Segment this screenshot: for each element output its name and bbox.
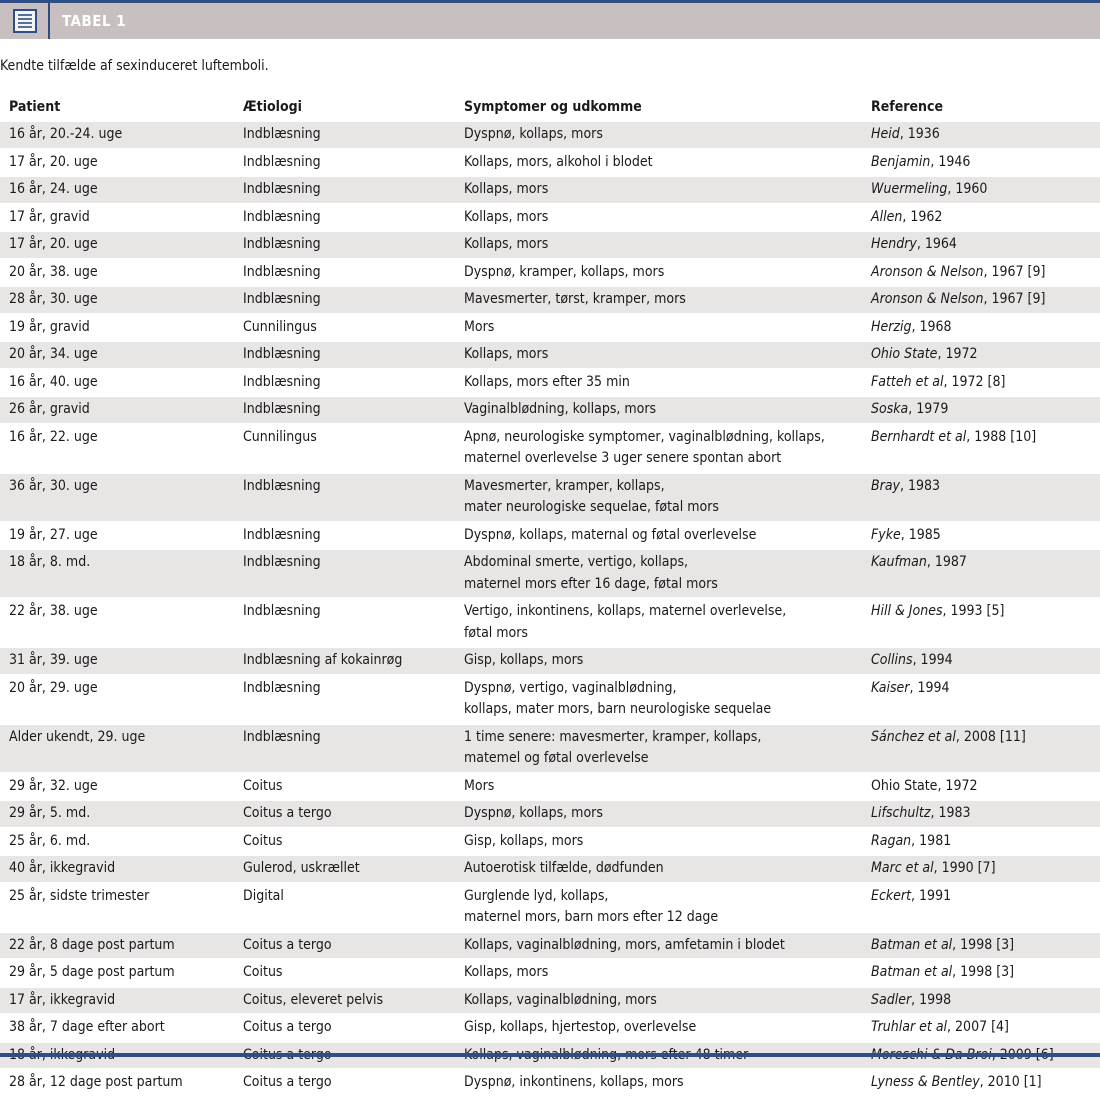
reference-cell — [862, 1014, 1100, 1042]
patient-cell: 28 år, 12 dage post partum — [9, 1074, 183, 1090]
reference-year: , 1936 — [899, 126, 940, 142]
etiology-cell: Digital — [243, 887, 284, 904]
etiology-cell: Cunnilingus — [243, 318, 317, 335]
symptoms-cell: Dyspnø, kollaps, maternal og føtal overlevelse — [464, 526, 757, 543]
reference-year: , 1967 [9] — [983, 263, 1046, 280]
table-row — [0, 231, 1100, 259]
symptoms-cell: 1 time senere: mavesmerter, kramper, kollaps, matemel og føtal overlevelse — [455, 724, 862, 773]
reference-year: , 1960 — [947, 181, 988, 197]
reference-author: Kaiser — [871, 679, 910, 696]
patient-cell: 17 år, ikkegravid — [0, 987, 234, 1015]
patient-cell: 36 år, 30. uge — [0, 473, 234, 522]
reference-cell — [862, 424, 1100, 473]
patient-cell: 25 år, 6. md. — [9, 832, 91, 849]
reference-cell — [862, 647, 1100, 675]
column-header: Reference — [871, 99, 944, 115]
patient-cell: 29 år, 5. md. — [0, 800, 234, 828]
table-row — [0, 828, 1100, 856]
patient-cell: 22 år, 38. uge — [9, 603, 98, 619]
etiology-cell: Indblæsning — [243, 263, 321, 280]
patient-cell: Alder ukendt, 29. uge — [0, 724, 234, 773]
reference-cell — [862, 959, 1100, 987]
reference-author: Sánchez et al — [871, 728, 956, 745]
table-row — [0, 959, 1100, 987]
table-row — [0, 675, 1100, 724]
reference-cell — [862, 598, 1100, 647]
data-table — [0, 94, 1100, 1098]
symptoms-cell: Vaginalblødning, kollaps, mors — [455, 396, 862, 424]
reference-author: Lyness & Bentley — [871, 1074, 980, 1090]
etiology-cell: Coitus — [243, 832, 283, 849]
reference-author: Soska — [871, 401, 909, 417]
reference-year: , 2008 [11] — [955, 728, 1026, 745]
reference-author: Fyke — [871, 526, 901, 543]
patient-cell: 17 år, 20. uge — [0, 231, 234, 259]
symptoms-cell: Abdominal smerte, vertigo, kollaps, maternel mors efter 16 dage, føtal mors — [455, 549, 862, 598]
reference-year: , 1972 — [937, 346, 978, 362]
reference-author: Bernhardt et al — [871, 428, 967, 445]
reference-cell — [862, 149, 1100, 177]
symptoms-cell: Autoerotisk tilfælde, dødfunden — [455, 855, 862, 883]
reference-author: Wuermeling — [871, 181, 948, 197]
reference-author: Fatteh et al — [871, 373, 944, 390]
reference-year: , 1967 [9] — [983, 291, 1046, 307]
symptoms-cell: Vertigo, inkontinens, kollaps, maternel overlevelse, føtal mors — [464, 603, 787, 641]
reference-cell — [862, 231, 1100, 259]
reference-cell — [862, 828, 1100, 856]
reference-year: , 1946 — [930, 153, 971, 170]
table-row — [0, 773, 1100, 801]
table-row — [0, 473, 1100, 522]
reference-cell — [862, 121, 1100, 149]
table-row — [0, 341, 1100, 369]
reference-cell — [862, 675, 1100, 724]
symptoms-cell: Kollaps, vaginalblødning, mors — [455, 987, 862, 1015]
patient-cell: 40 år, ikkegravid — [0, 855, 234, 883]
reference-year: Ohio State, 1972 — [871, 777, 978, 794]
table-row — [0, 724, 1100, 773]
patient-cell: 16 år, 20.-24. uge — [0, 121, 234, 149]
reference-year: , 1972 [8] — [943, 373, 1006, 390]
reference-author: Allen — [871, 208, 903, 225]
reference-year: , 2010 [1] — [979, 1074, 1042, 1090]
table-row — [0, 396, 1100, 424]
reference-cell — [862, 286, 1100, 314]
reference-year: , 1985 — [900, 526, 941, 543]
table-row — [0, 1014, 1100, 1042]
symptoms-cell: Gurglende lyd, kollaps, maternel mors, barn mors efter 12 dage — [464, 887, 719, 925]
symptoms-cell: Mors — [464, 777, 495, 794]
reference-author: Hill & Jones — [871, 603, 943, 619]
symptoms-cell: Mavesmerter, kramper, kollaps, mater neurologiske sequelae, føtal mors — [455, 473, 862, 522]
etiology-cell: Indblæsning — [234, 176, 455, 204]
reference-year: , 2007 [4] — [947, 1019, 1009, 1035]
reference-year: , 1994 — [912, 652, 953, 668]
reference-cell — [862, 932, 1100, 960]
symptoms-cell: Dyspnø, kollaps, mors — [455, 121, 862, 149]
symptoms-cell: Kollaps, mors efter 35 min — [464, 373, 630, 390]
symptoms-cell: Kollaps, mors — [464, 208, 549, 225]
bottom-accent-line — [0, 1053, 1100, 1057]
table-row — [0, 549, 1100, 598]
reference-author: Batman et al — [871, 964, 953, 980]
reference-year: , 1964 — [916, 236, 957, 252]
reference-cell — [862, 396, 1100, 424]
reference-cell — [862, 369, 1100, 397]
table-row — [0, 800, 1100, 828]
patient-cell: 28 år, 30. uge — [0, 286, 234, 314]
column-header: Symptomer og udkomme — [464, 99, 642, 115]
reference-author: Aronson & Nelson — [871, 263, 984, 280]
etiology-cell: Indblæsning — [243, 373, 321, 390]
icon-box — [0, 3, 50, 39]
symptoms-cell: Gisp, kollaps, mors — [455, 647, 862, 675]
reference-year: , 1994 — [909, 679, 950, 696]
table-body — [0, 121, 1100, 1097]
reference-cell — [862, 204, 1100, 232]
patient-cell: 29 år, 32. uge — [9, 777, 98, 794]
table-row — [0, 314, 1100, 342]
column-header: Ætiologi — [243, 99, 302, 115]
reference-cell — [862, 549, 1100, 598]
reference-author: Heid — [871, 126, 900, 142]
patient-cell: 17 år, gravid — [9, 208, 90, 225]
reference-cell — [862, 341, 1100, 369]
etiology-cell: Indblæsning — [234, 341, 455, 369]
symptoms-cell: Kollaps, mors — [464, 964, 549, 980]
etiology-cell: Indblæsning — [243, 679, 321, 696]
etiology-cell: Gulerod, uskrællet — [234, 855, 455, 883]
table-row — [0, 1069, 1100, 1097]
reference-cell — [862, 773, 1100, 801]
etiology-cell: Indblæsning — [234, 549, 455, 598]
reference-year: , 1998 — [911, 991, 952, 1008]
etiology-cell: Indblæsning — [243, 526, 321, 543]
symptoms-cell: Mors — [464, 318, 495, 335]
reference-cell — [862, 473, 1100, 522]
symptoms-cell: Dyspnø, vertigo, vaginalblødning, kollaps, mater mors, barn neurologiske sequelae — [464, 679, 772, 717]
etiology-cell: Coitus — [243, 964, 283, 980]
reference-author: Bray — [871, 477, 900, 494]
table-row — [0, 204, 1100, 232]
reference-year: , 1962 — [902, 208, 943, 225]
etiology-cell: Indblæsning — [243, 153, 321, 170]
etiology-cell: Indblæsning — [234, 286, 455, 314]
patient-cell: 20 år, 29. uge — [9, 679, 98, 696]
reference-year: , 1990 [7] — [933, 860, 996, 876]
patient-cell: 25 år, sidste trimester — [9, 887, 150, 904]
table-row — [0, 176, 1100, 204]
symptoms-cell: Kollaps, vaginalblødning, mors, amfetamin i blodet — [455, 932, 862, 960]
patient-cell: 38 år, 7 dage efter abort — [9, 1019, 165, 1035]
table-row — [0, 598, 1100, 647]
reference-cell — [862, 800, 1100, 828]
symptoms-cell: Dyspnø, kramper, kollaps, mors — [464, 263, 665, 280]
reference-author: Kaufman — [871, 554, 927, 570]
reference-year: , 1993 [5] — [942, 603, 1005, 619]
patient-cell: 16 år, 22. uge — [9, 428, 98, 445]
patient-cell: 31 år, 39. uge — [0, 647, 234, 675]
patient-cell: 16 år, 24. uge — [0, 176, 234, 204]
reference-author: Eckert — [871, 887, 912, 904]
reference-author: Benjamin — [871, 153, 931, 170]
symptoms-cell: Dyspnø, inkontinens, kollaps, mors — [464, 1074, 684, 1090]
etiology-cell: Coitus — [243, 777, 283, 794]
etiology-cell: Indblæsning — [234, 396, 455, 424]
reference-cell — [862, 259, 1100, 287]
patient-cell: 19 år, 27. uge — [9, 526, 98, 543]
reference-author: Herzig — [871, 318, 912, 335]
table-row — [0, 286, 1100, 314]
reference-year: , 1988 [10] — [966, 428, 1037, 445]
symptoms-cell: Mavesmerter, tørst, kramper, mors — [455, 286, 862, 314]
table-title: TABEL 1 — [62, 12, 127, 30]
table-row — [0, 424, 1100, 473]
patient-cell: 26 år, gravid — [0, 396, 234, 424]
symptoms-cell: Kollaps, mors — [455, 231, 862, 259]
symptoms-cell: Gisp, kollaps, mors — [464, 832, 584, 849]
patient-cell: 17 år, 20. uge — [9, 153, 98, 170]
reference-author: Truhlar et al — [871, 1019, 948, 1035]
table-row — [0, 647, 1100, 675]
etiology-cell: Coitus, eleveret pelvis — [234, 987, 455, 1015]
reference-year: , 1981 — [911, 832, 952, 849]
reference-year: , 1991 — [911, 887, 952, 904]
table-row — [0, 149, 1100, 177]
reference-year: , 1983 — [899, 477, 941, 494]
etiology-cell: Indblæsning — [234, 473, 455, 522]
etiology-cell: Indblæsning af kokainrøg — [234, 647, 455, 675]
etiology-cell: Indblæsning — [234, 231, 455, 259]
reference-cell — [862, 724, 1100, 773]
table-row — [0, 987, 1100, 1015]
reference-author: Aronson & Nelson — [871, 291, 984, 307]
reference-cell — [862, 883, 1100, 932]
symptoms-cell: Apnø, neurologiske symptomer, vaginalblødning, kollaps, maternel overlevelse 3 uger senere spontan abort — [464, 428, 825, 466]
symptoms-cell: Kollaps, mors — [455, 341, 862, 369]
symptoms-cell: Kollaps, mors — [455, 176, 862, 204]
patient-cell: 22 år, 8 dage post partum — [0, 932, 234, 960]
table-row — [0, 855, 1100, 883]
table-caption: Kendte tilfælde af sexinduceret luftemboli. — [0, 58, 269, 74]
column-header: Patient — [9, 99, 61, 115]
reference-author: Sadler — [871, 991, 912, 1008]
reference-year: , 1968 — [911, 318, 952, 335]
symptoms-cell: Dyspnø, kollaps, mors — [455, 800, 862, 828]
etiology-cell: Indblæsning — [243, 603, 321, 619]
patient-cell: 19 år, gravid — [9, 318, 90, 335]
reference-year: , 1998 [3] — [952, 936, 1015, 953]
etiology-cell: Indblæsning — [234, 724, 455, 773]
reference-author: Lifschultz — [871, 805, 931, 821]
reference-author: Batman et al — [871, 936, 953, 953]
symptoms-cell: Kollaps, mors, alkohol i blodet — [464, 153, 653, 170]
etiology-cell: Coitus a tergo — [234, 932, 455, 960]
symptoms-cell: Gisp, kollaps, hjertestop, overlevelse — [464, 1019, 697, 1035]
patient-cell: 20 år, 34. uge — [0, 341, 234, 369]
table-row — [0, 883, 1100, 932]
reference-author: Ohio State — [871, 346, 938, 362]
patient-cell: 18 år, 8. md. — [0, 549, 234, 598]
reference-cell — [862, 522, 1100, 550]
reference-cell — [862, 314, 1100, 342]
reference-year: , 1987 — [926, 554, 967, 570]
etiology-cell: Coitus a tergo — [234, 800, 455, 828]
reference-year: , 1998 [3] — [952, 964, 1015, 980]
reference-author: Hendry — [871, 236, 917, 252]
etiology-cell: Coitus a tergo — [243, 1019, 332, 1035]
reference-cell — [862, 987, 1100, 1015]
reference-cell — [862, 855, 1100, 883]
etiology-cell: Coitus a tergo — [243, 1074, 332, 1090]
reference-author: Ragan — [871, 832, 912, 849]
table-row — [0, 121, 1100, 149]
reference-author: Marc et al — [871, 860, 934, 876]
etiology-cell: Cunnilingus — [243, 428, 317, 445]
etiology-cell: Indblæsning — [243, 208, 321, 225]
table-header-bar — [0, 3, 1100, 39]
table-row — [0, 259, 1100, 287]
reference-cell — [862, 1069, 1100, 1097]
reference-cell — [862, 176, 1100, 204]
patient-cell: 29 år, 5 dage post partum — [9, 964, 175, 980]
reference-year: , 1983 — [930, 805, 971, 821]
etiology-cell: Indblæsning — [234, 121, 455, 149]
reference-author: Collins — [871, 652, 913, 668]
table-row — [0, 932, 1100, 960]
patient-cell: 16 år, 40. uge — [9, 373, 98, 390]
table-header-row — [0, 94, 1100, 121]
table-row — [0, 522, 1100, 550]
patient-cell: 20 år, 38. uge — [9, 263, 98, 280]
table-row — [0, 369, 1100, 397]
reference-year: , 1979 — [908, 401, 949, 417]
